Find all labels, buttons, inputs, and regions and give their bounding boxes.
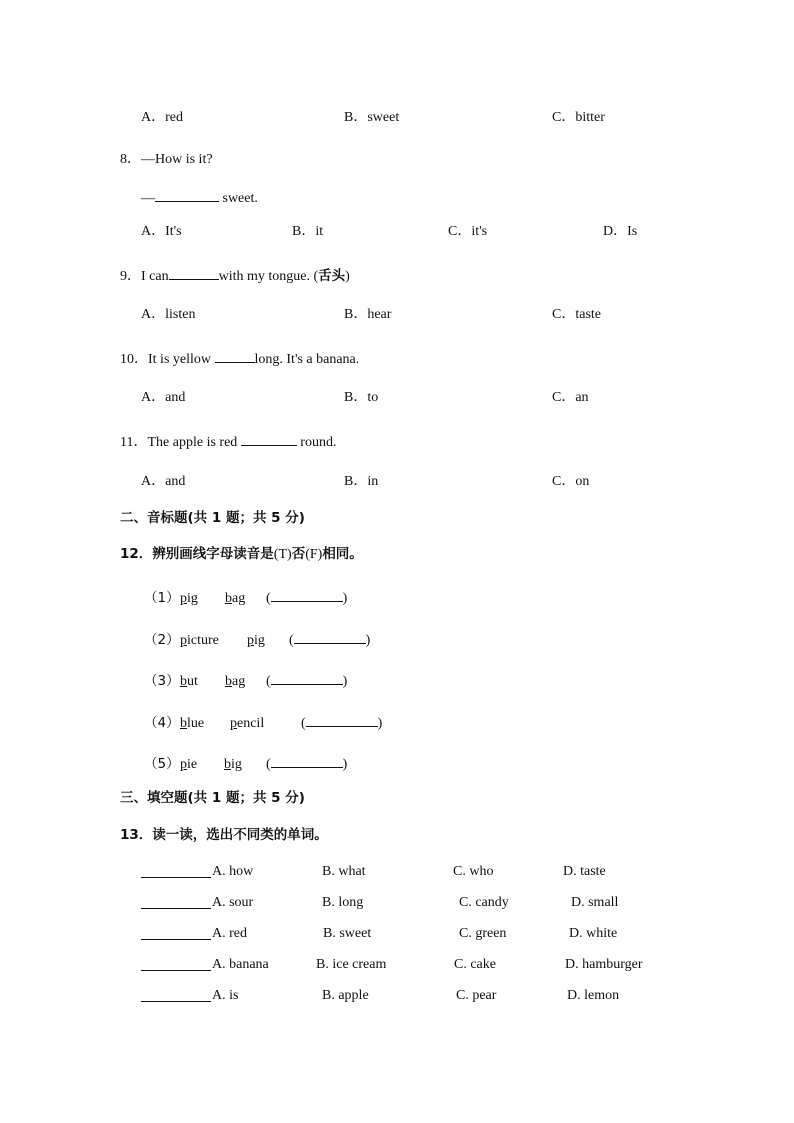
- q9-blank[interactable]: [169, 265, 219, 280]
- q12-open-paren: (: [266, 674, 271, 689]
- q12-word2-underlined: b: [225, 674, 232, 689]
- q12-word2-underlined: b: [225, 591, 232, 606]
- q13-row1-b: B. what: [322, 864, 366, 879]
- q10-blank[interactable]: [215, 348, 255, 363]
- q12-word1-underlined: p: [180, 633, 187, 648]
- q10-option-c: C．an: [552, 390, 589, 405]
- q12-stem: [120, 545, 363, 564]
- q13-row3-d: D. white: [569, 926, 618, 941]
- q12-stem-t: (T): [273, 547, 292, 562]
- q13-row2-d: D. small: [571, 895, 619, 910]
- q11-stem-post: round.: [296, 435, 337, 450]
- q12-word2-underlined: p: [247, 633, 254, 648]
- q13-row4-a: A. banana: [212, 957, 269, 972]
- q8-answer-prefix: —: [141, 191, 155, 206]
- q12-word2-rest: ag: [232, 674, 246, 689]
- q11-stem: [120, 431, 336, 452]
- q12-stem-post: 相同。: [322, 546, 363, 562]
- q9-option-c: C．taste: [552, 307, 601, 322]
- q10-stem-pre: 10．It is yellow: [120, 352, 215, 367]
- q12-word2-rest: ig: [254, 633, 265, 648]
- q12-answer-blank[interactable]: [271, 587, 343, 602]
- q12-stem-f: (F): [305, 547, 323, 562]
- q12-open-paren: (: [266, 757, 271, 772]
- q13-stem: 13．读一读，选出不同类的单词。: [120, 827, 328, 843]
- q12-item-4: [144, 712, 382, 733]
- q10-option-b: B．to: [344, 390, 379, 405]
- q11-option-a: A．and: [141, 474, 186, 489]
- q9-stem-post: with my tongue. (: [218, 269, 319, 284]
- q12-word1-rest: icture: [187, 633, 219, 648]
- q12-item-num: （5）: [144, 756, 180, 772]
- q12-item-1: [144, 587, 347, 608]
- q13-row5-d: D. lemon: [567, 988, 620, 1003]
- q10-option-a: A．and: [141, 390, 186, 405]
- q12-answer-blank[interactable]: [294, 629, 366, 644]
- q9-hint: 舌头: [318, 268, 346, 284]
- q11-stem-pre: 11．The apple is red: [120, 435, 241, 450]
- q8-answer-line: [141, 187, 258, 208]
- q13-blank[interactable]: [141, 863, 211, 878]
- q8-option-c: C．it's: [448, 224, 488, 239]
- q13-row1-c: C. who: [453, 864, 494, 879]
- q13-row4-d: D. hamburger: [565, 957, 643, 972]
- q12-answer-blank[interactable]: [271, 670, 343, 685]
- q13-row5-b: B. apple: [322, 988, 369, 1003]
- q9-stem: [120, 265, 350, 286]
- q12-word1-underlined: p: [180, 757, 187, 772]
- q13-row1-a: A. how: [212, 864, 254, 879]
- q12-item-2: [144, 629, 370, 650]
- q12-stem-pre: 12．辨别画线字母读音是: [120, 546, 274, 562]
- q12-close-paren: ): [342, 591, 348, 606]
- q13-blank[interactable]: [141, 925, 211, 940]
- q12-word1-rest: lue: [187, 716, 205, 731]
- q13-row1-d: D. taste: [563, 864, 606, 879]
- q8-stem: 8．—How is it?: [120, 152, 213, 167]
- q12-open-paren: (: [266, 591, 271, 606]
- q12-word2-rest: ag: [232, 591, 246, 606]
- q12-word1-underlined: b: [180, 674, 187, 689]
- q13-row2-c: C. candy: [459, 895, 509, 910]
- q11-option-b: B．in: [344, 474, 379, 489]
- q12-item-5: [144, 753, 347, 774]
- q13-row5-a: A. is: [212, 988, 239, 1003]
- q13-row-2: [141, 894, 211, 915]
- q12-close-paren: ): [342, 674, 348, 689]
- q8-option-b: B．it: [292, 224, 324, 239]
- q12-item-num: （4）: [144, 715, 180, 731]
- q13-row3-b: B. sweet: [323, 926, 372, 941]
- q12-word2-rest: encil: [237, 716, 265, 731]
- q13-row-1: [141, 863, 211, 884]
- q13-blank[interactable]: [141, 956, 211, 971]
- q13-row4-c: C. cake: [454, 957, 496, 972]
- q12-word2-rest: ig: [231, 757, 242, 772]
- q10-stem-post: long. It's a banana.: [254, 352, 360, 367]
- q8-option-d: D．Is: [603, 224, 638, 239]
- q12-word1-rest: ig: [187, 591, 198, 606]
- q12-word1-rest: ie: [187, 757, 198, 772]
- q7-option-a: A．red: [141, 110, 183, 125]
- q13-blank[interactable]: [141, 894, 211, 909]
- q12-item-3: [144, 670, 347, 691]
- q12-word1-underlined: b: [180, 716, 187, 731]
- q8-answer-suffix: sweet.: [219, 191, 258, 206]
- q12-open-paren: (: [301, 716, 306, 731]
- q12-word2-underlined: b: [224, 757, 231, 772]
- q13-row3-c: C. green: [459, 926, 507, 941]
- q12-word2-underlined: p: [230, 716, 237, 731]
- q11-blank[interactable]: [241, 431, 297, 446]
- q10-stem: [120, 348, 359, 369]
- q13-row-5: [141, 987, 211, 1008]
- q13-row4-b: B. ice cream: [316, 957, 387, 972]
- q9-close: ): [345, 269, 350, 284]
- q13-row-4: [141, 956, 211, 977]
- section-3-title: 三、填空题(共 1 题；共 5 分): [120, 790, 305, 806]
- q12-word1-rest: ut: [187, 674, 198, 689]
- q12-close-paren: ): [377, 716, 383, 731]
- q11-option-c: C．on: [552, 474, 590, 489]
- q12-word1-underlined: p: [180, 591, 187, 606]
- q7-option-c: C．bitter: [552, 110, 605, 125]
- q7-option-b: B．sweet: [344, 110, 400, 125]
- q13-row3-a: A. red: [212, 926, 247, 941]
- q13-row2-a: A. sour: [212, 895, 254, 910]
- q12-item-num: （1）: [144, 590, 180, 606]
- section-2-title: 二、音标题(共 1 题；共 5 分): [120, 510, 305, 526]
- q13-row-3: [141, 925, 211, 946]
- q13-blank[interactable]: [141, 987, 211, 1002]
- q12-item-num: （2）: [144, 632, 180, 648]
- q12-close-paren: ): [342, 757, 348, 772]
- q8-blank[interactable]: [155, 187, 219, 202]
- q12-item-num: （3）: [144, 673, 180, 689]
- q9-option-a: A．listen: [141, 307, 196, 322]
- q12-answer-blank[interactable]: [271, 753, 343, 768]
- q13-row5-c: C. pear: [456, 988, 497, 1003]
- q12-answer-blank[interactable]: [306, 712, 378, 727]
- q12-close-paren: ): [365, 633, 371, 648]
- q12-stem-mid: 否: [291, 546, 306, 562]
- q12-open-paren: (: [289, 633, 294, 648]
- q8-option-a: A．It's: [141, 224, 182, 239]
- q9-option-b: B．hear: [344, 307, 392, 322]
- q9-stem-pre: 9．I can: [120, 269, 169, 284]
- q13-row2-b: B. long: [322, 895, 364, 910]
